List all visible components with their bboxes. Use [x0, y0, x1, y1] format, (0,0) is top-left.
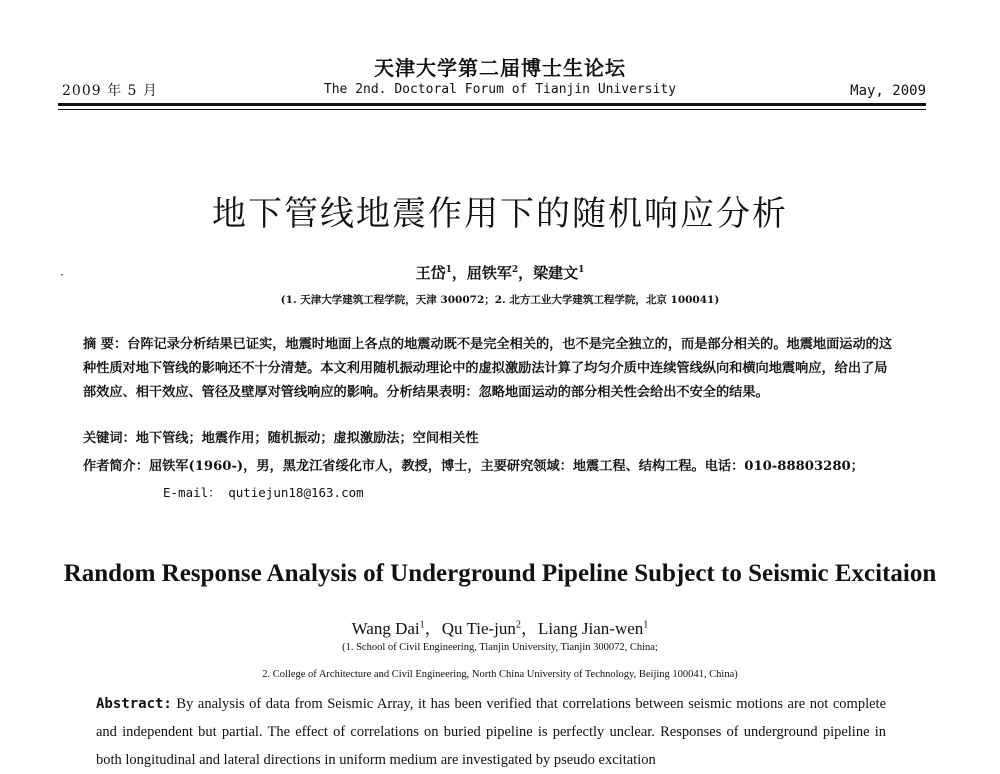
header-rule-thin	[58, 109, 926, 110]
stray-mark: ·	[60, 268, 64, 282]
cn-email-label: E-mail：	[163, 485, 221, 500]
en-abstract	[96, 690, 886, 774]
header-date-en: May, 2009	[850, 83, 926, 99]
header-journal-cn: 天津大学第二届博士生论坛	[374, 56, 626, 80]
cn-author-3: 梁建文$^1$	[533, 264, 585, 282]
en-authors: Wang Dai$^1$，Qu Tie-jun$^2$，Liang Jian-wen$^1$	[351, 619, 649, 638]
en-author-1: Wang Dai$^1$	[351, 619, 425, 638]
cn-author-bio	[83, 455, 913, 474]
cn-bio-text: 屈铁军(1960-)，男，黑龙江省绥化市人，教授，博士，主要研究领域：地震工程、结构工程。电话：010-88803280；	[148, 459, 864, 474]
cn-affiliation: (1. 天津大学建筑工程学院，天津 300072；2. 北方工业大学建筑工程学院，北京 100041)	[280, 294, 720, 306]
en-author-3: Liang Jian-wen$^1$	[538, 619, 649, 638]
cn-keywords-text: 地下管线；地震作用；随机振动；虚拟激励法；空间相关性	[135, 431, 479, 446]
cn-author-2: 屈铁军$^2$	[466, 264, 519, 282]
cn-bio-label: 作者简介：	[83, 459, 149, 474]
cn-abstract-text: 台阵记录分析结果已证实，地震时地面上各点的地震动既不是完全相关的，也不是完全独立的，而是部分相关的。地震地面运动的这种性质对地下管线的影响还不十分清楚。本文利用随机振动理论中的虚拟激励法计算了均匀介质中连续管线纵向和横向地震响应，给出了局部效应、相干效应、管径及壁厚对管线响应的影响。分析结果表明：忽略地面运动的部分相关性会给出不安全的结果。	[83, 337, 893, 400]
cn-abstract	[83, 333, 893, 405]
cn-abstract-label: 摘 要：	[83, 337, 128, 352]
en-title: Random Response Analysis of Underground Pipeline Subject to Seismic Excitaion	[63, 560, 937, 587]
en-affiliation-2: 2. College of Architecture and Civil Engineering, North China University of Technology, Beijing 100041, China)	[262, 669, 738, 680]
en-affiliation-1: (1. School of Civil Engineering, Tianjin University, Tianjin 300072, China;	[342, 642, 658, 653]
header-date-cn: 2009 年 5 月	[62, 83, 158, 99]
cn-email	[163, 483, 364, 501]
cn-keywords-label: 关键词：	[83, 431, 136, 446]
cn-authors: 王岱$^1$，屈铁军$^2$，梁建文$^1$	[415, 264, 585, 282]
cn-author-1: 王岱$^1$	[415, 264, 452, 282]
en-author-2: Qu Tie-jun$^2$	[441, 619, 521, 638]
cn-email-value: qutiejun18@163.com	[228, 485, 364, 500]
en-abstract-label: Abstract:	[96, 696, 172, 712]
cn-title: 地下管线地震作用下的随机响应分析	[212, 194, 788, 234]
header-rule-thick	[58, 103, 926, 106]
en-abstract-text: By analysis of data from Seismic Array, it has been verified that correlations between seismic motions are not complete and independent but partial. The effect of correlations on buried pipeline is perfectly unclear. Responses of underground pipeline in both longitudinal and lateral directions in uniform medium are investigated by pseudo excitation	[96, 696, 887, 768]
cn-keywords	[83, 427, 893, 446]
header-journal-en: The 2nd. Doctoral Forum of Tianjin University	[323, 82, 677, 97]
